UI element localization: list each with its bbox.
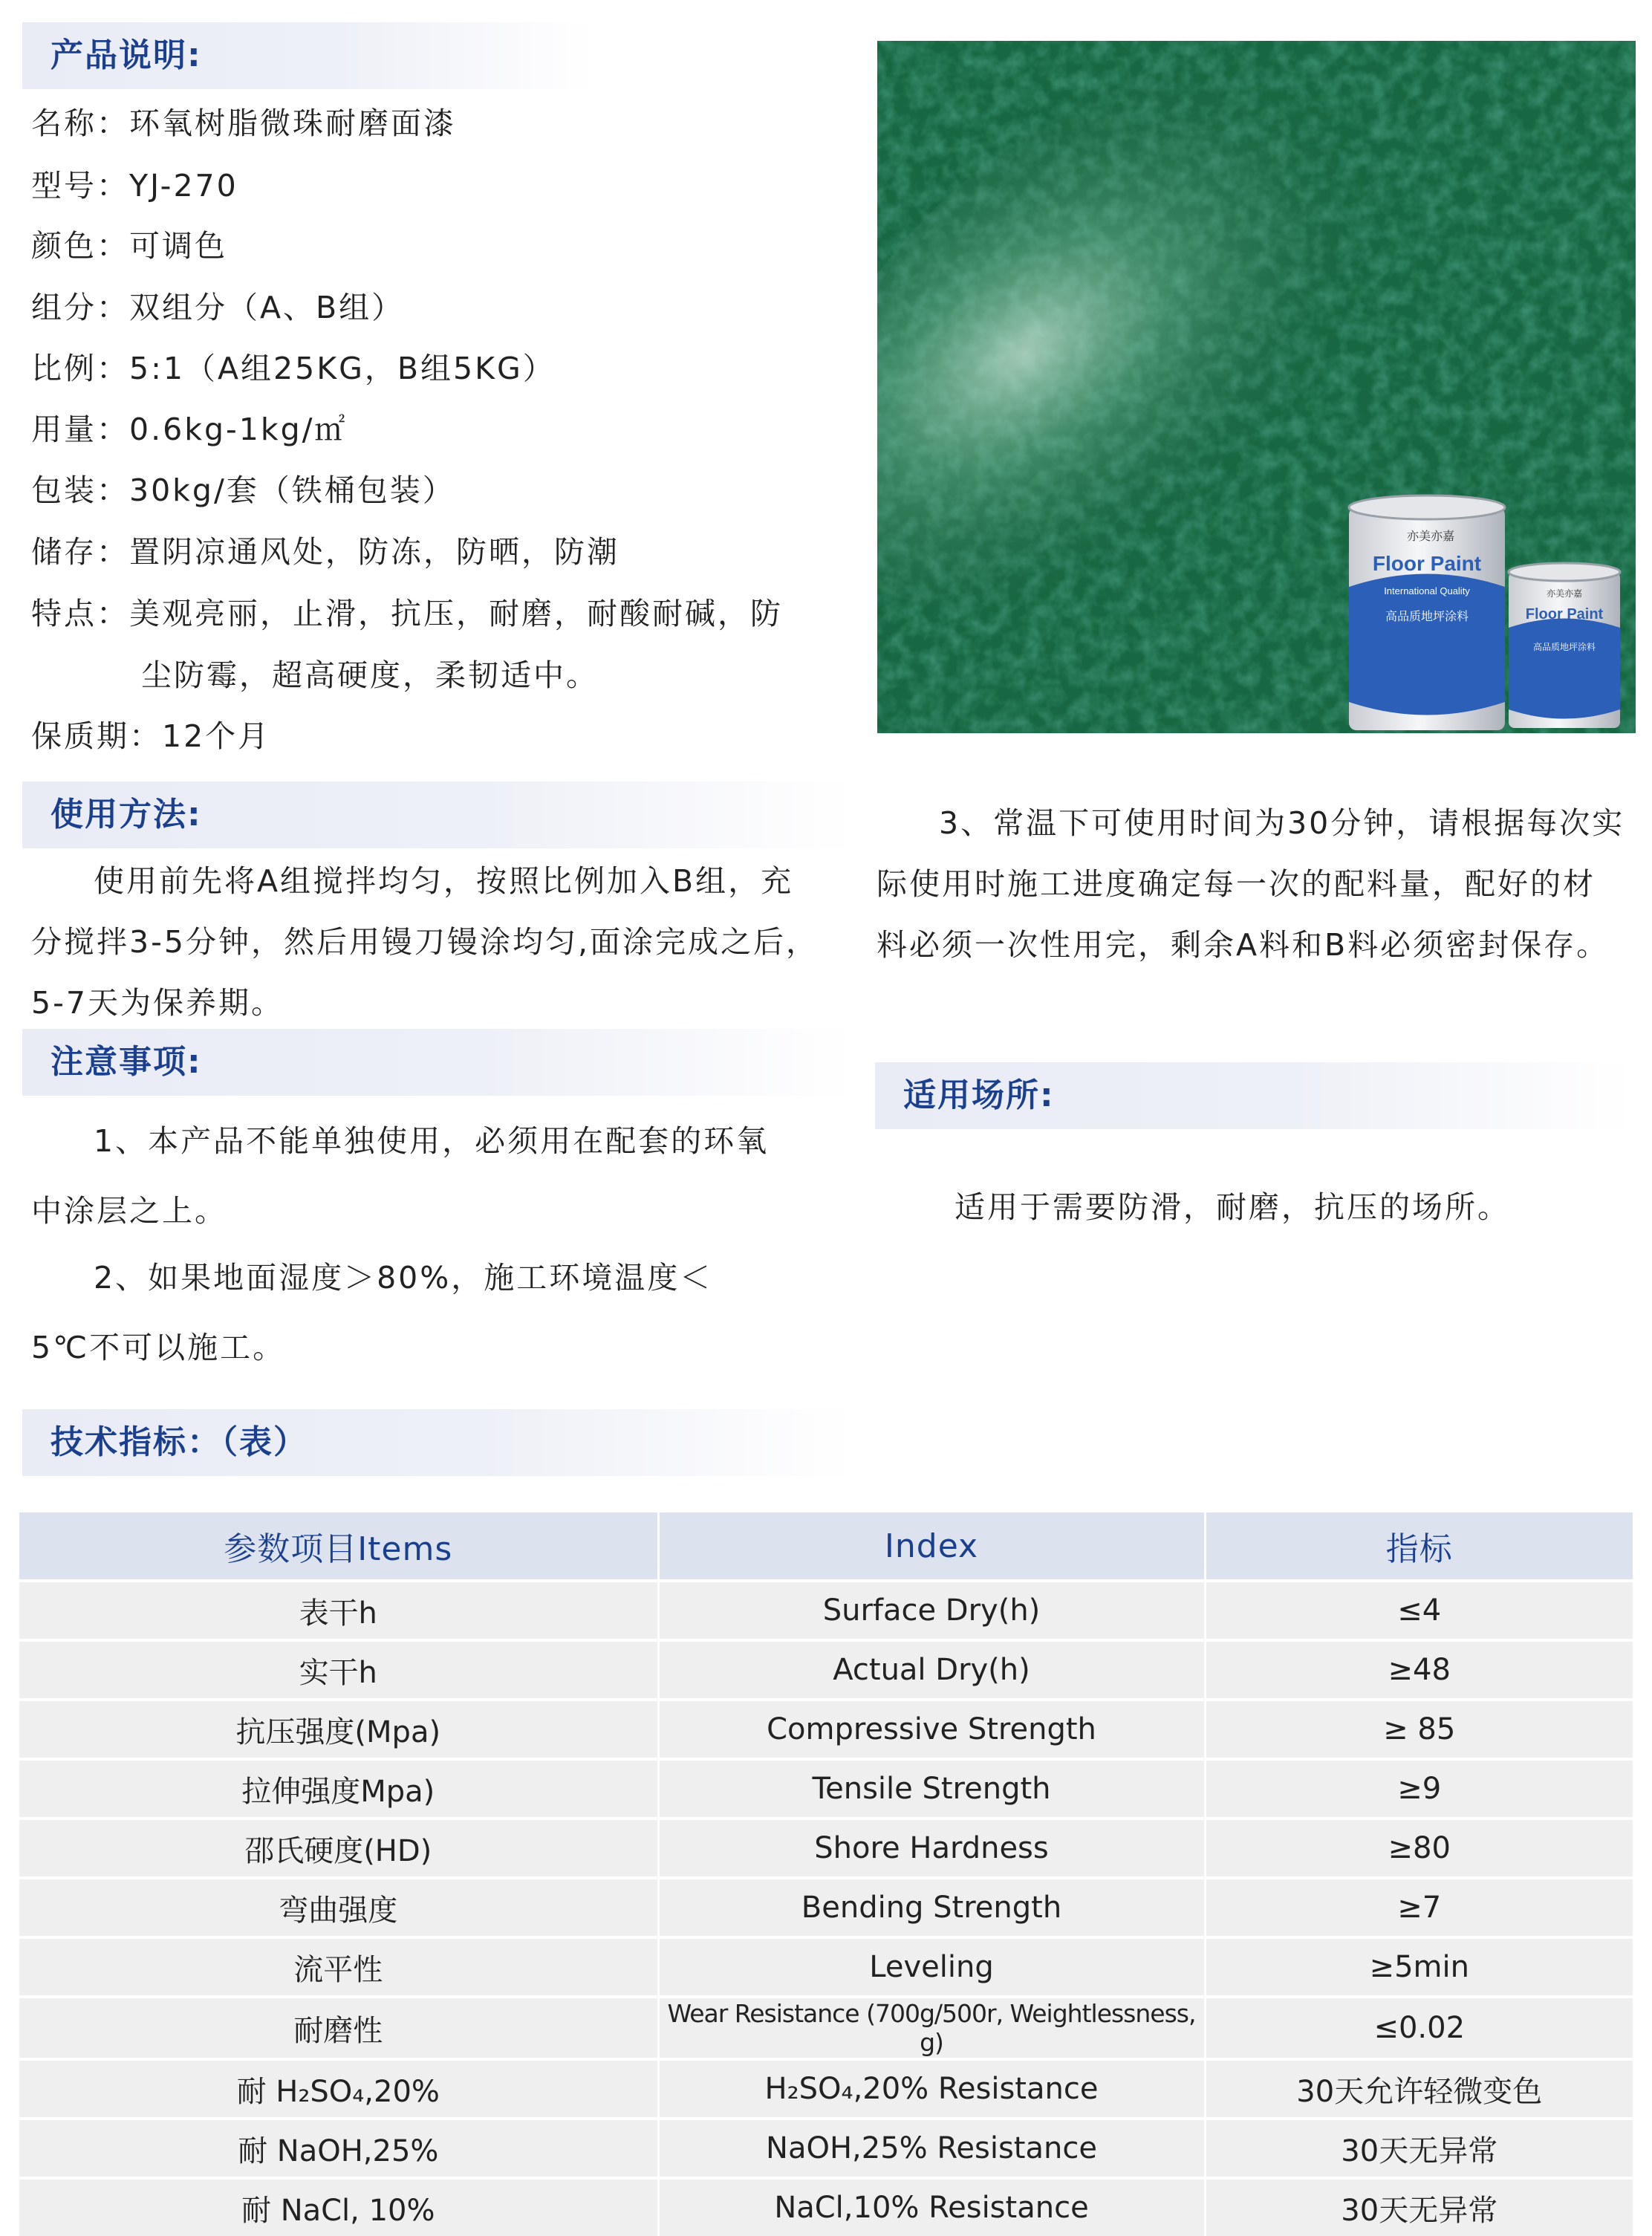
- spec-model: 型号：YJ-270: [31, 168, 238, 204]
- tech-spec-table: [19, 1512, 1633, 2236]
- table-cell: ≤0.02: [1205, 1997, 1633, 2059]
- table-row: [19, 1700, 1633, 1759]
- table-cell: ≥ 85: [1205, 1700, 1633, 1759]
- table-cell: NaOH,25% Resistance: [658, 2119, 1205, 2178]
- spec-color: 颜色：可调色: [31, 228, 227, 264]
- spec-usage: 用量：0.6kg-1kg/㎡: [31, 412, 348, 447]
- table-cell: Compressive Strength: [658, 1700, 1205, 1759]
- table-row: [19, 1937, 1633, 1997]
- table-header-row: [19, 1512, 1633, 1581]
- product-section-header: 产品说明:: [22, 22, 594, 89]
- table-row: [19, 1819, 1633, 1878]
- floor-texture-image: [877, 41, 1636, 733]
- svg-text:高品质地坪涂料: 高品质地坪涂料: [1532, 642, 1596, 652]
- spec-name: 名称：环氧树脂微珠耐磨面漆: [31, 105, 456, 141]
- table-cell: ≥7: [1205, 1878, 1633, 1937]
- table-row: [19, 1581, 1633, 1640]
- table-row: [19, 1997, 1633, 2059]
- svg-text:Floor Paint: Floor Paint: [1525, 606, 1604, 623]
- table-cell: NaCl,10% Resistance: [658, 2178, 1205, 2236]
- spec-ratio: 比例：5:1（A组25KG，B组5KG）: [31, 351, 556, 386]
- table-row: [19, 2178, 1633, 2236]
- table-cell: ≥9: [1205, 1759, 1633, 1819]
- table-cell: 耐 H₂SO₄,20%: [19, 2059, 658, 2119]
- places-text: 适用于需要防滑，耐磨，抗压的场所。: [955, 1189, 1510, 1225]
- table-cell: Tensile Strength: [658, 1759, 1205, 1819]
- table-row: [19, 2059, 1633, 2119]
- notes-item-2: 2、如果地面湿度＞80%，施工环境温度＜5℃不可以施工。: [31, 1260, 713, 1365]
- table-cell: ≥5min: [1205, 1937, 1633, 1997]
- spec-shelf-life: 保质期：12个月: [31, 718, 271, 754]
- places-section-header: 适用场所:: [875, 1062, 1633, 1129]
- spec-package: 包装：30kg/套（铁桶包装）: [31, 472, 455, 508]
- svg-text:亦美亦嘉: 亦美亦嘉: [1406, 529, 1455, 543]
- product-photo: [877, 41, 1636, 733]
- table-cell: ≤4: [1205, 1581, 1633, 1640]
- usage-section-header: 使用方法:: [22, 781, 854, 848]
- table-cell: 30天无异常: [1205, 2119, 1633, 2178]
- column-header-index: Index: [658, 1512, 1205, 1581]
- spec-features: 特点：美观亮丽，止滑，抗压，耐磨，耐酸耐碱，防: [31, 596, 783, 631]
- table-cell: Bending Strength: [658, 1878, 1205, 1937]
- table-row: [19, 1759, 1633, 1819]
- table-cell: 30天允许轻微变色: [1205, 2059, 1633, 2119]
- tech-section-header: 技术指标：（表）: [22, 1409, 854, 1476]
- usage-text: 使用前先将A组搅拌均匀，按照比例加入B组，充分搅拌3-5分钟，然后用镘刀镘涂均匀,面涂完成之后，5-7天为保养期。: [31, 863, 819, 1021]
- paint-can-large: [1349, 495, 1505, 730]
- table-cell: Shore Hardness: [658, 1819, 1205, 1878]
- table-cell: 弯曲强度: [19, 1878, 658, 1937]
- table-row: [19, 1878, 1633, 1937]
- table-cell: 耐磨性: [19, 1997, 658, 2059]
- column-header-value: 指标: [1205, 1512, 1633, 1581]
- table-cell: ≥80: [1205, 1819, 1633, 1878]
- notes-item-1: 1、本产品不能单独使用，必须用在配套的环氧中涂层之上。: [31, 1123, 770, 1229]
- svg-text:高品质地坪涂料: 高品质地坪涂料: [1385, 609, 1469, 623]
- spec-features-cont: 尘防霉，超高硬度，柔韧适中。: [141, 657, 599, 693]
- usage-text-right: 3、常温下可使用时间为30分钟，请根据每次实际使用时施工进度确定每一次的配料量，配好的材料必须一次性用完，剩余A料和B料必须密封保存。: [877, 805, 1625, 963]
- table-cell: Surface Dry(h): [658, 1581, 1205, 1640]
- spec-components: 组分：双组分（A、B组）: [31, 290, 405, 325]
- svg-text:亦美亦嘉: 亦美亦嘉: [1546, 588, 1583, 599]
- svg-text:Floor Paint: Floor Paint: [1372, 552, 1482, 575]
- table-cell: 表干h: [19, 1581, 658, 1640]
- svg-text:International Quality: International Quality: [1384, 585, 1470, 597]
- column-header-items: 参数项目Items: [19, 1512, 658, 1581]
- table-cell: 邵氏硬度(HD): [19, 1819, 658, 1878]
- table-cell: 30天无异常: [1205, 2178, 1633, 2236]
- table-cell: Leveling: [658, 1937, 1205, 1997]
- table-cell: H₂SO₄,20% Resistance: [658, 2059, 1205, 2119]
- table-cell: 抗压强度(Mpa): [19, 1700, 658, 1759]
- notes-section-header: 注意事项:: [22, 1029, 854, 1096]
- spec-storage: 储存：置阴凉通风处，防冻，防晒，防潮: [31, 534, 620, 570]
- table-cell: 实干h: [19, 1640, 658, 1700]
- table-cell: 拉伸强度Mpa): [19, 1759, 658, 1819]
- table-row: [19, 1640, 1633, 1700]
- paint-can-small: [1509, 563, 1620, 728]
- table-cell: 耐 NaCl, 10%: [19, 2178, 658, 2236]
- table-cell: ≥48: [1205, 1640, 1633, 1700]
- table-cell: Actual Dry(h): [658, 1640, 1205, 1700]
- table-row: [19, 2119, 1633, 2178]
- table-cell: Wear Resistance (700g/500r, Weightlessness, g): [658, 1997, 1205, 2059]
- table-cell: 耐 NaOH,25%: [19, 2119, 658, 2178]
- table-cell: 流平性: [19, 1937, 658, 1997]
